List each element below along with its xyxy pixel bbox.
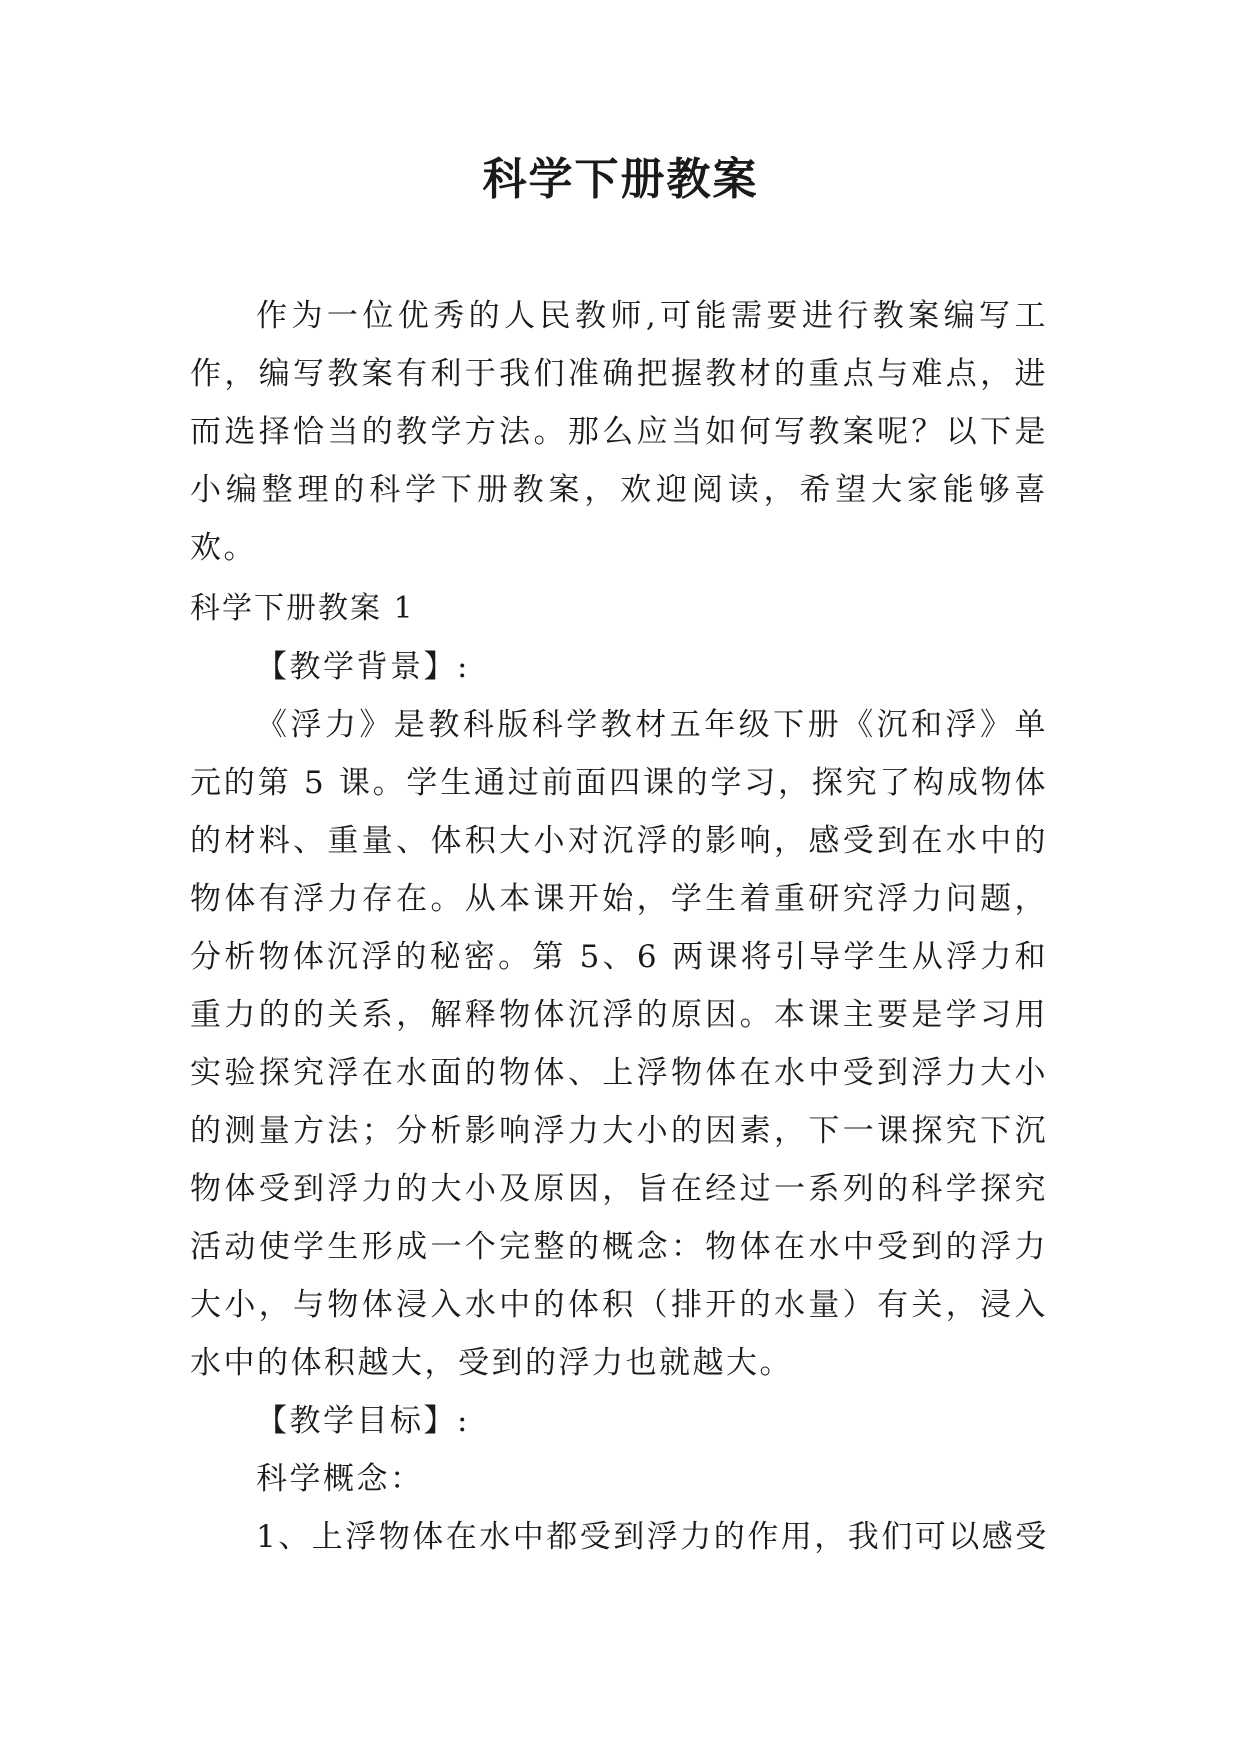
science-concept-label: 科学概念： [256,1461,424,1497]
document-title: 科学下册教案 [482,154,759,205]
concept-item-1: 1、上浮物体在水中都受到浮力的作用，我们可以感受 [256,1519,1049,1555]
teaching-background-label: 【教学背景】: [256,649,470,685]
teaching-goals-label: 【教学目标】: [256,1403,470,1439]
section-heading: 科学下册教案 1 [190,591,415,626]
intro-paragraph: 作为一位优秀的人民教师,可能需要进行教案编写工作，编写教案有利于我们准确把握教材的重点与难点，进而选择恰当的教学方法。那么应当如何写教案呢？以下是小编整理的科学下册教案，欢迎阅读，希望大家能够喜欢。 [190,298,1048,566]
teaching-background-paragraph: 《浮力》是教科版科学教材五年级下册《沉和浮》单元的第 5 课。学生通过前面四课的学习，探究了构成物体的材料、重量、体积大小对沉浮的影响，感受到在水中的物体有浮力存在。从本课开始，学生着重研究浮力问题，分析物体沉浮的秘密。第 5、6 两课将引导学生从浮力和重力的的关系，解释物体沉浮的原因。本课主要是学习用实验探究浮在水面的物体、上浮物体在水中受到浮力大小的测量方法；分析影响浮力大小的因素，下一课探究下沉物体受到浮力的大小及原因，旨在经过一系列的科学探究活动使学生形成一个完整的概念：物体在水中受到的浮力大小，与物体浸入水中的体积（排开的水量）有关，浸入水中的体积越大，受到的浮力也就越大。 [190,707,1048,1381]
